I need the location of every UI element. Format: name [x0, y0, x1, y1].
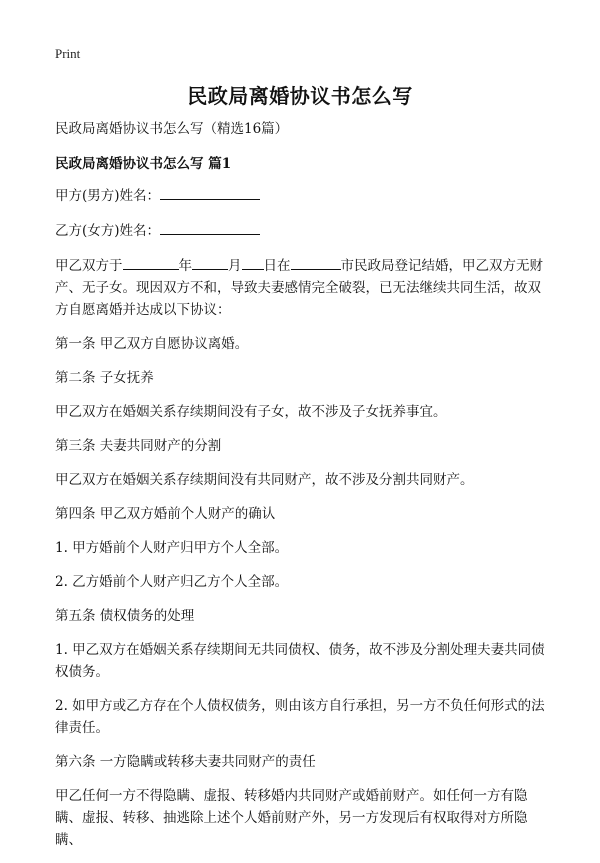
article-6-heading: 第六条 一方隐瞒或转移夫妻共同财产的责任 [55, 754, 316, 770]
intro-paragraph [55, 254, 550, 321]
article-2-text: 甲乙双方在婚姻关系存续期间没有子女，故不涉及子女抚养事宜。 [55, 404, 447, 420]
day-blank [242, 254, 264, 270]
intro-text-3: 月 [228, 258, 242, 274]
article-4-heading: 第四条 甲乙双方婚前个人财产的确认 [55, 506, 276, 522]
city-blank [291, 254, 341, 270]
article-3-heading: 第三条 夫妻共同财产的分割 [55, 438, 222, 454]
party-a-label: 甲方(男方)姓名： [55, 188, 161, 204]
intro-text-1: 甲乙双方于 [55, 258, 123, 274]
document-title: 民政局离婚协议书怎么写 [187, 84, 413, 108]
article-5-heading: 第五条 债权债务的处理 [55, 608, 195, 624]
party-a-name-blank [160, 184, 260, 200]
article-4-item-1: 1. 甲方婚前个人财产归甲方个人全部。 [55, 540, 289, 556]
document-body [55, 118, 550, 863]
article-6-text: 甲乙任何一方不得隐瞒、虚报、转移婚内共同财产或婚前财产。如任何一方有隐瞒、虚报、转移、抽逃除上述个人婚前财产外，另一方发现后有权取得对方所隐瞒、 [55, 788, 528, 848]
article-3-text: 甲乙双方在婚姻关系存续期间没有共同财产，故不涉及分割共同财产。 [55, 472, 474, 488]
document-subtitle: 民政局离婚协议书怎么写（精选16篇） [55, 121, 289, 137]
intro-text-2: 年 [178, 258, 192, 274]
party-a-name-field [55, 184, 550, 207]
party-b-name-field [55, 219, 550, 242]
article-1: 第一条 甲乙双方自愿协议离婚。 [55, 336, 249, 352]
print-link[interactable]: Print [55, 46, 81, 61]
article-4-item-2: 2. 乙方婚前个人财产归乙方个人全部。 [55, 574, 289, 590]
party-b-label: 乙方(女方)姓名： [55, 223, 161, 239]
article-5-item-2: 2. 如甲方或乙方存在个人债权债务，则由该方自行承担，另一方不负任何形式的法律责任。 [55, 698, 545, 736]
year-blank [123, 254, 179, 270]
intro-text-5: 市民政局登记结婚，甲乙双方无财产、无子女。现因双方不和，导致夫妻感情完全破裂，已无法继续共同生活，故双方自愿离婚并达成以下协议： [55, 258, 543, 318]
article-2-heading: 第二条 子女抚养 [55, 370, 154, 386]
intro-text-4: 日在 [263, 258, 291, 274]
party-b-name-blank [160, 219, 260, 235]
section-heading: 民政局离婚协议书怎么写 篇1 [55, 156, 232, 172]
article-5-item-1: 1. 甲乙双方在婚姻关系存续期间无共同债权、债务，故不涉及分割处理夫妻共同债权债务。 [55, 642, 545, 680]
month-blank [192, 254, 228, 270]
